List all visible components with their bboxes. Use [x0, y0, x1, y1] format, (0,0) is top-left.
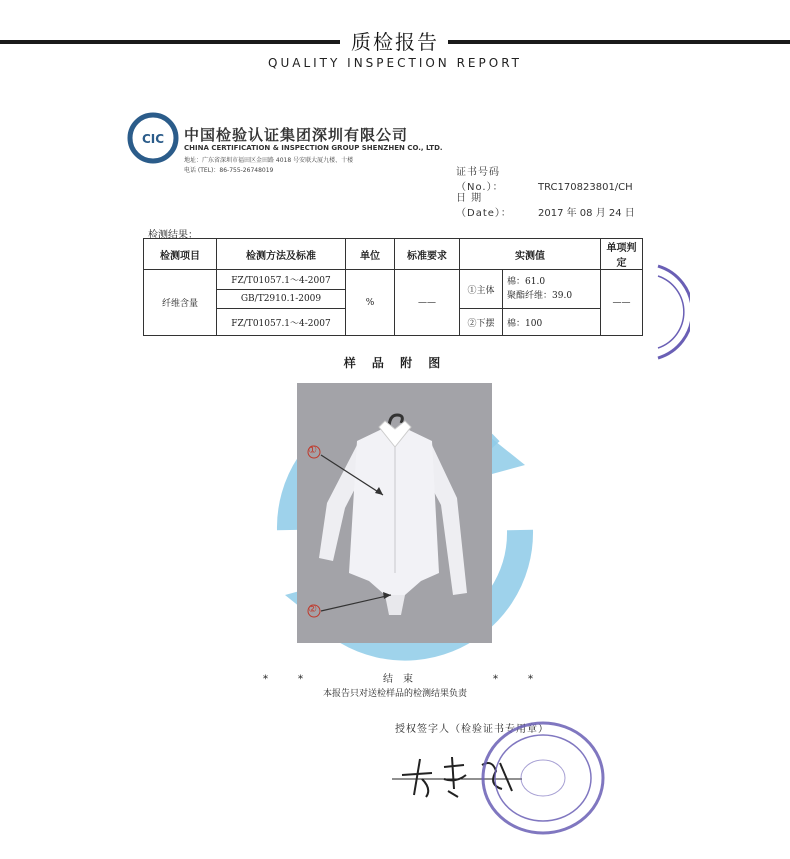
measured-value: 棉：100: [507, 318, 543, 329]
cell-measured-main: [460, 270, 601, 309]
shirt-illustration: [297, 383, 492, 643]
end-stars-left: * *: [263, 674, 303, 685]
cic-logo-icon: [127, 112, 179, 164]
company-tel: 电话 (TEL)：86-755-26748019: [184, 167, 274, 174]
measured-value: 聚酯纤维：39.0: [507, 291, 573, 301]
cell-item: 纤维含量: [144, 270, 217, 336]
col-header-requirement: 标准要求: [395, 239, 460, 270]
cell-measured-hem: [460, 309, 601, 336]
company-name-en: CHINA CERTIFICATION & INSPECTION GROUP SHENZHEN CO., LTD.: [184, 144, 443, 152]
part-label: ①主体: [460, 270, 503, 308]
company-name-cn: 中国检验认证集团深圳有限公司: [184, 126, 409, 144]
cell-method: FZ/T01057.1～4-2007: [217, 270, 346, 290]
sample-title: 样 品 附 图: [343, 356, 447, 370]
cert-no-value: TRC170823801/CH: [538, 182, 633, 193]
edge-stamp: [650, 262, 690, 362]
end-word: 结 束: [383, 674, 413, 685]
cell-method: FZ/T01057.1～4-2007: [217, 309, 346, 336]
sample-photo: [297, 383, 492, 643]
table-header-row: [144, 239, 643, 270]
signer-label: 授权签字人（检验证书专用章）: [395, 724, 549, 735]
cert-date-value: 2017 年 08 月 24 日: [538, 208, 635, 219]
cell-requirement: ——: [395, 270, 460, 336]
end-line: [263, 670, 533, 685]
measured-value: 棉：61.0: [507, 277, 546, 287]
table-row: [144, 270, 643, 290]
page-subtitle: QUALITY INSPECTION REPORT: [268, 56, 522, 70]
certificate-date: [456, 189, 635, 219]
col-header-unit: 单位: [346, 239, 395, 270]
results-label: 检测结果：: [148, 230, 198, 241]
page-title: 质检报告: [351, 30, 439, 54]
end-note: 本报告只对送检样品的检测结果负责: [322, 689, 467, 699]
col-header-method: 检测方法及标准: [217, 239, 346, 270]
cert-no-label: 证书号码（No.）：: [456, 167, 504, 193]
cell-judgement: ——: [601, 270, 643, 336]
end-stars-right: * *: [493, 674, 533, 685]
cell-unit: %: [346, 270, 395, 336]
official-seal: [478, 718, 608, 838]
part-label: ②下摆: [460, 309, 503, 335]
col-header-judgement: 单项判定: [601, 239, 643, 270]
cert-date-label: 日 期（Date）：: [456, 193, 512, 219]
cic-logo-text: CIC: [141, 132, 165, 146]
col-header-item: 检测项目: [144, 239, 217, 270]
marker-1: ①: [308, 445, 317, 456]
marker-2: ②: [308, 604, 317, 615]
cell-method: GB/T2910.1-2009: [217, 289, 346, 309]
col-header-measured: 实测值: [460, 239, 601, 270]
results-table: [143, 238, 643, 336]
company-address: 地址：广东省深圳市福田区金田路 4018 号安联大厦九楼、十楼: [184, 157, 354, 164]
